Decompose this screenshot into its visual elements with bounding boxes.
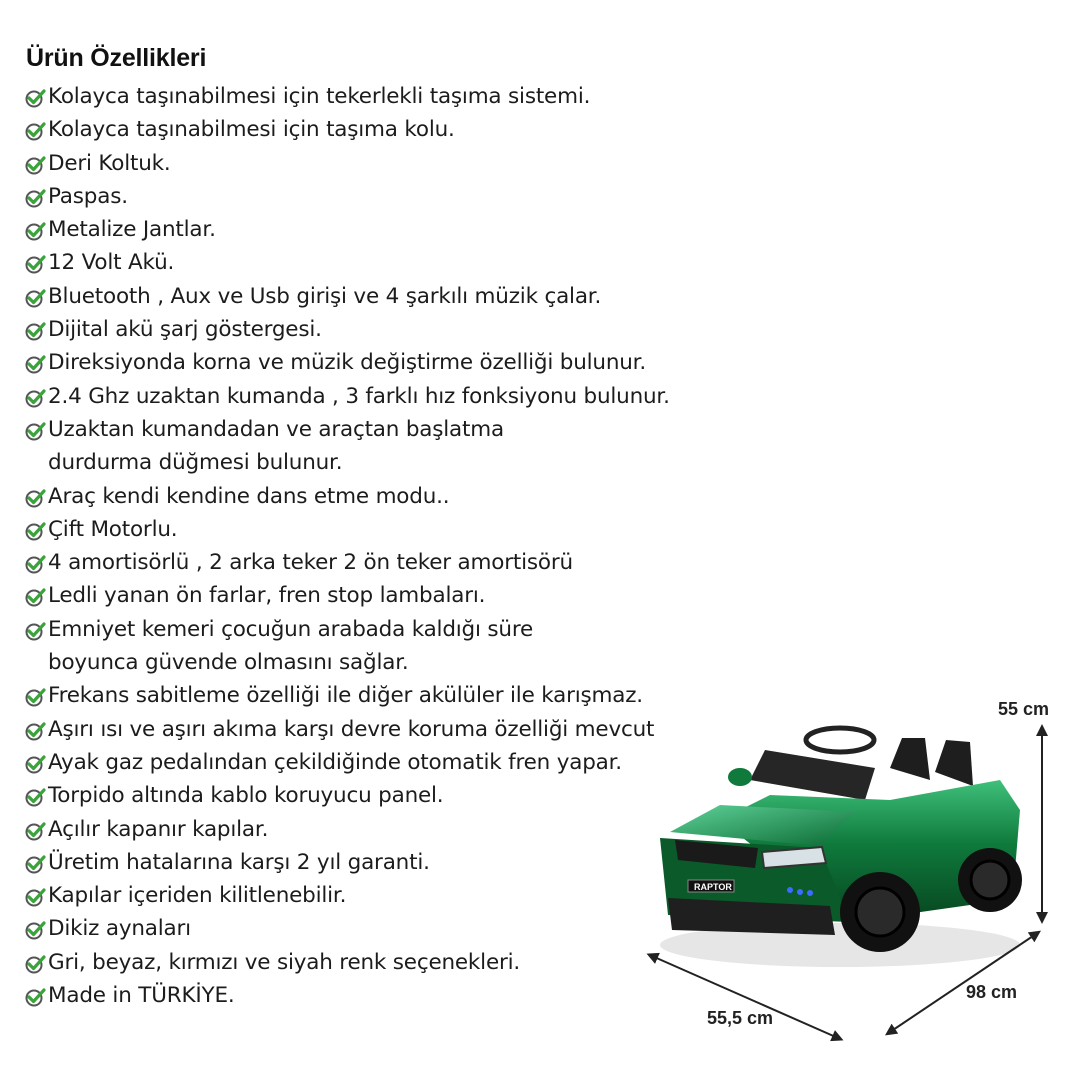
check-icon (24, 553, 46, 575)
check-icon (24, 620, 46, 642)
feature-item (24, 746, 670, 779)
width-dimension-label: 55,5 cm (707, 1008, 774, 1028)
check-icon (24, 886, 46, 908)
check-icon (24, 720, 46, 742)
feature-text: Kolayca taşınabilmesi için taşıma kolu. (48, 117, 455, 143)
feature-text: Üretim hatalarına karşı 2 yıl garanti. (48, 849, 430, 875)
feature-text: Araç kendi kendine dans etme modu.. (48, 483, 450, 509)
check-icon (24, 253, 46, 275)
check-icon (24, 753, 46, 775)
check-icon (24, 187, 46, 209)
feature-text: Deri Koltuk. (48, 150, 171, 176)
feature-item (24, 313, 670, 346)
check-icon (24, 853, 46, 875)
feature-item (24, 613, 670, 680)
feature-text: Made in TÜRKİYE. (48, 983, 235, 1009)
check-icon (24, 287, 46, 309)
feature-text: Aşırı ısı ve aşırı akıma karşı devre koruma özelliği mevcut (48, 716, 655, 742)
feature-text: Ayak gaz pedalından çekildiğinde otomatik fren yapar. (48, 749, 622, 775)
feature-item (24, 979, 670, 1012)
feature-text: 12 Volt Akü. (48, 250, 175, 276)
feature-text: Dikiz aynaları (48, 916, 191, 942)
check-icon (24, 487, 46, 509)
feature-item (24, 846, 670, 879)
feature-text: Dijital akü şarj göstergesi. (48, 317, 322, 343)
feature-item (24, 213, 670, 246)
feature-text: Kolayca taşınabilmesi için tekerlekli taşıma sistemi. (48, 84, 591, 109)
check-icon (24, 220, 46, 242)
feature-item (24, 246, 670, 279)
check-icon (24, 353, 46, 375)
feature-item (24, 713, 670, 746)
check-icon (24, 820, 46, 842)
check-icon (24, 953, 46, 975)
check-icon (24, 786, 46, 808)
feature-item (24, 346, 670, 379)
check-icon (24, 520, 46, 542)
feature-item (24, 113, 670, 146)
feature-text: Metalize Jantlar. (48, 217, 216, 243)
feature-item (24, 579, 670, 612)
feature-text: Bluetooth , Aux ve Usb girişi ve 4 şarkılı müzik çalar. (48, 283, 602, 309)
raptor-badge: RAPTOR (694, 882, 732, 892)
check-icon (24, 420, 46, 442)
feature-item (24, 546, 670, 579)
feature-item (24, 80, 670, 113)
check-icon (24, 120, 46, 142)
feature-item (24, 879, 670, 912)
check-icon (24, 154, 46, 176)
feature-item (24, 380, 670, 413)
check-icon (24, 686, 46, 708)
check-icon (24, 986, 46, 1008)
feature-text: Kapılar içeriden kilitlenebilir. (48, 883, 347, 909)
feature-text: Uzaktan kumandadan ve araçtan başlatma (48, 416, 504, 442)
feature-item (24, 513, 670, 546)
feature-item (24, 280, 670, 313)
length-dimension-label: 98 cm (966, 982, 1018, 1002)
feature-text: Direksiyonda korna ve müzik değiştirme özelliği bulunur. (48, 350, 646, 376)
ride-on-car-image (640, 660, 1080, 1080)
height-dimension-label: 55 cm (998, 699, 1050, 719)
feature-text-continued: boyunca güvende olmasını sağlar. (48, 650, 409, 676)
feature-item (24, 480, 670, 513)
feature-text: Çift Motorlu. (48, 516, 178, 542)
feature-item (24, 813, 670, 846)
feature-text: Ledli yanan ön farlar, fren stop lambaları. (48, 583, 486, 609)
check-icon (24, 87, 46, 109)
feature-text: Frekans sabitleme özelliği ile diğer akülüler ile karışmaz. (48, 683, 643, 709)
feature-text: Torpido altında kablo koruyucu panel. (48, 783, 444, 809)
feature-text: Paspas. (48, 183, 128, 209)
feature-item (24, 779, 670, 812)
feature-item (24, 679, 670, 712)
feature-item (24, 413, 670, 480)
check-icon (24, 387, 46, 409)
feature-text: Açılır kapanır kapılar. (48, 816, 269, 842)
check-icon (24, 320, 46, 342)
features-title: Ürün Özellikleri (26, 44, 207, 72)
check-icon (24, 586, 46, 608)
feature-text: Gri, beyaz, kırmızı ve siyah renk seçenekleri. (48, 949, 521, 975)
feature-text: 4 amortisörlü , 2 arka teker 2 ön teker amortisörü (48, 550, 573, 576)
feature-item (24, 147, 670, 180)
check-icon (24, 919, 46, 941)
feature-text-continued: durdurma düğmesi bulunur. (48, 450, 343, 476)
features-list (24, 80, 670, 1012)
feature-item (24, 946, 670, 979)
feature-text: 2.4 Ghz uzaktan kumanda , 3 farklı hız fonksiyonu bulunur. (48, 383, 670, 409)
feature-item (24, 912, 670, 945)
feature-item (24, 180, 670, 213)
feature-text: Emniyet kemeri çocuğun arabada kaldığı süre (48, 616, 534, 642)
